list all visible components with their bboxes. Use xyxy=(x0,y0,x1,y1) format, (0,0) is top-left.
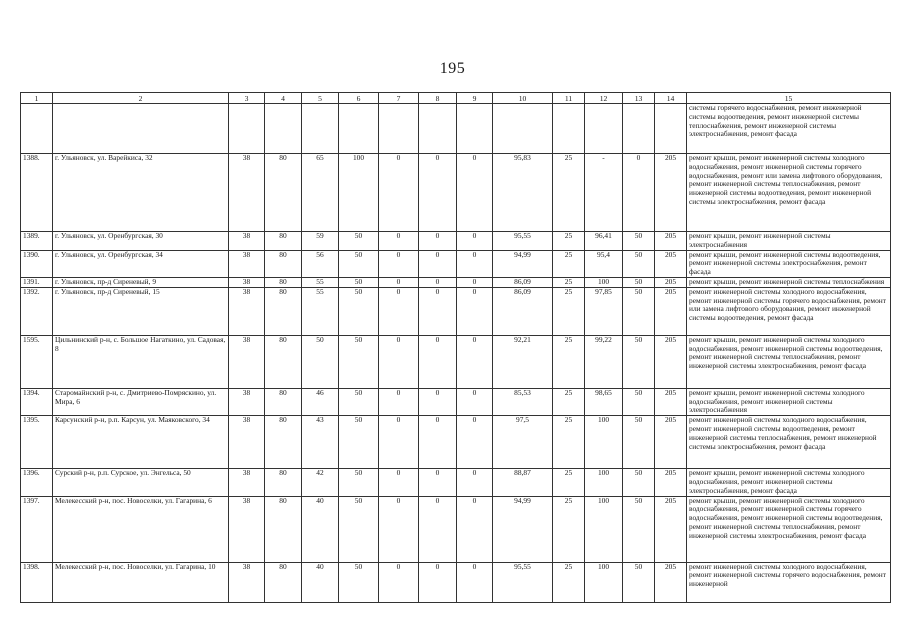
value-cell: 50 xyxy=(339,232,379,251)
value-cell: 40 xyxy=(302,562,339,602)
column-header: 9 xyxy=(457,93,493,104)
value-cell: 94,99 xyxy=(493,250,553,277)
value-cell: 94,99 xyxy=(493,496,553,562)
works-list-cell: системы горячего водоснабжения, ремонт инженерной системы водоотведения, ремонт инженерной системы теплоснабжения, ремонт инженерной системы электроснабжения, ремонт фасада xyxy=(687,104,891,154)
value-cell: 100 xyxy=(585,562,623,602)
value-cell: 92,21 xyxy=(493,335,553,388)
column-header: 12 xyxy=(585,93,623,104)
works-list-cell: ремонт крыши, ремонт инженерной системы холодного водоснабжения, ремонт инженерной системы горячего водоснабжения, ремонт или замена лифтового оборудования, ремонт инженерной системы теплоснабжения, ремонт инженерной системы водоотведения, ремонт инженерной системы электроснабжения, ремонт фасада xyxy=(687,154,891,232)
row-number: 1392. xyxy=(21,287,53,335)
column-header: 5 xyxy=(302,93,339,104)
value-cell: 0 xyxy=(379,250,419,277)
value-cell: 0 xyxy=(379,496,419,562)
table-row xyxy=(21,104,891,154)
value-cell: 100 xyxy=(585,469,623,496)
value-cell: 205 xyxy=(655,416,687,469)
value-cell: 25 xyxy=(553,496,585,562)
column-header: 15 xyxy=(687,93,891,104)
column-header: 4 xyxy=(265,93,302,104)
value-cell: 50 xyxy=(623,335,655,388)
value-cell: 38 xyxy=(229,388,265,415)
repair-registry-table xyxy=(20,92,891,603)
value-cell: 80 xyxy=(265,388,302,415)
value-cell: 0 xyxy=(379,287,419,335)
value-cell xyxy=(493,104,553,154)
value-cell xyxy=(379,104,419,154)
value-cell: 50 xyxy=(623,496,655,562)
value-cell: 38 xyxy=(229,287,265,335)
row-number: 1391. xyxy=(21,277,53,287)
value-cell: 0 xyxy=(623,154,655,232)
value-cell: 25 xyxy=(553,287,585,335)
value-cell: 38 xyxy=(229,277,265,287)
table-row xyxy=(21,232,891,251)
value-cell: 0 xyxy=(419,277,457,287)
value-cell: 50 xyxy=(339,277,379,287)
value-cell: 85,53 xyxy=(493,388,553,415)
address-cell: Мелекесский р-н, пос. Новоселки, ул. Гагарина, 10 xyxy=(53,562,229,602)
value-cell: 55 xyxy=(302,287,339,335)
value-cell: 205 xyxy=(655,154,687,232)
value-cell: 50 xyxy=(339,469,379,496)
value-cell: 40 xyxy=(302,496,339,562)
works-list-cell: ремонт крыши, ремонт инженерной системы холодного водоснабжения, ремонт инженерной системы электроснабжения xyxy=(687,388,891,415)
table-row xyxy=(21,250,891,277)
value-cell: 0 xyxy=(419,562,457,602)
value-cell: 205 xyxy=(655,277,687,287)
value-cell: 205 xyxy=(655,335,687,388)
value-cell: 0 xyxy=(419,335,457,388)
value-cell: 80 xyxy=(265,335,302,388)
value-cell: 25 xyxy=(553,469,585,496)
value-cell: 80 xyxy=(265,250,302,277)
value-cell: 80 xyxy=(265,232,302,251)
value-cell: 50 xyxy=(339,388,379,415)
address-cell: Мелекесский р-н, пос. Новоселки, ул. Гагарина, 6 xyxy=(53,496,229,562)
value-cell: 80 xyxy=(265,154,302,232)
value-cell: 205 xyxy=(655,232,687,251)
value-cell xyxy=(585,104,623,154)
value-cell: 100 xyxy=(585,496,623,562)
works-list-cell: ремонт инженерной системы холодного водоснабжения, ремонт инженерной системы водоотведения, ремонт инженерной системы теплоснабжения, ремонт инженерной системы электроснабжения, ремонт фасада xyxy=(687,416,891,469)
value-cell: 0 xyxy=(457,154,493,232)
value-cell xyxy=(339,104,379,154)
value-cell: 0 xyxy=(379,154,419,232)
value-cell: 50 xyxy=(623,416,655,469)
value-cell xyxy=(265,104,302,154)
table-row xyxy=(21,277,891,287)
value-cell: 50 xyxy=(339,496,379,562)
value-cell: 25 xyxy=(553,250,585,277)
works-list-cell: ремонт крыши, ремонт инженерной системы холодного водоснабжения, ремонт инженерной системы горячего водоснабжения, ремонт инженерной системы водоотведения, ремонт инженерной системы теплоснабжения, ремонт инженерной системы электроснабжения, ремонт фасада xyxy=(687,496,891,562)
value-cell: 0 xyxy=(457,232,493,251)
value-cell xyxy=(553,104,585,154)
value-cell: 50 xyxy=(623,232,655,251)
row-number: 1394. xyxy=(21,388,53,415)
header-row xyxy=(21,93,891,104)
value-cell xyxy=(623,104,655,154)
works-list-cell: ремонт инженерной системы холодного водоснабжения, ремонт инженерной системы горячего водоснабжения, ремонт инженерной xyxy=(687,562,891,602)
address-cell: г. Ульяновск, ул. Оренбургская, 34 xyxy=(53,250,229,277)
row-number xyxy=(21,104,53,154)
value-cell: - xyxy=(585,154,623,232)
address-cell: Цильнинский р-н, с. Большое Нагаткино, ул. Садовая, 8 xyxy=(53,335,229,388)
column-header: 2 xyxy=(53,93,229,104)
value-cell: 50 xyxy=(339,250,379,277)
value-cell: 0 xyxy=(419,232,457,251)
row-number: 1398. xyxy=(21,562,53,602)
value-cell: 97,85 xyxy=(585,287,623,335)
table-row xyxy=(21,154,891,232)
address-cell: Сурский р-н, р.п. Сурское, ул. Энгельса, 50 xyxy=(53,469,229,496)
value-cell: 0 xyxy=(379,416,419,469)
table-row xyxy=(21,388,891,415)
value-cell xyxy=(457,104,493,154)
value-cell: 0 xyxy=(457,416,493,469)
value-cell: 25 xyxy=(553,335,585,388)
value-cell: 100 xyxy=(585,416,623,469)
address-cell: г. Ульяновск, пр-д Сиреневый, 9 xyxy=(53,277,229,287)
table-row xyxy=(21,287,891,335)
value-cell: 0 xyxy=(419,154,457,232)
value-cell: 80 xyxy=(265,277,302,287)
value-cell: 25 xyxy=(553,388,585,415)
value-cell: 50 xyxy=(623,388,655,415)
value-cell: 0 xyxy=(419,250,457,277)
value-cell: 25 xyxy=(553,154,585,232)
value-cell: 50 xyxy=(339,416,379,469)
value-cell: 205 xyxy=(655,469,687,496)
value-cell: 50 xyxy=(339,562,379,602)
value-cell: 95,4 xyxy=(585,250,623,277)
row-number: 1389. xyxy=(21,232,53,251)
column-header: 1 xyxy=(21,93,53,104)
column-header: 11 xyxy=(553,93,585,104)
works-list-cell: ремонт крыши, ремонт инженерной системы холодного водоснабжения, ремонт инженерной системы водоотведения, ремонт инженерной системы теплоснабжения, ремонт инженерной системы электроснабжения, ремонт фасада xyxy=(687,335,891,388)
value-cell: 42 xyxy=(302,469,339,496)
table-row xyxy=(21,469,891,496)
value-cell: 50 xyxy=(623,287,655,335)
value-cell: 0 xyxy=(457,496,493,562)
value-cell: 50 xyxy=(339,287,379,335)
value-cell: 86,09 xyxy=(493,277,553,287)
table-row xyxy=(21,562,891,602)
row-number: 1388. xyxy=(21,154,53,232)
works-list-cell: ремонт крыши, ремонт инженерной системы водоотведения, ремонт инженерной системы электроснабжения, ремонт фасада xyxy=(687,250,891,277)
value-cell: 80 xyxy=(265,469,302,496)
value-cell: 0 xyxy=(419,388,457,415)
row-number: 1396. xyxy=(21,469,53,496)
value-cell: 0 xyxy=(379,469,419,496)
column-header: 13 xyxy=(623,93,655,104)
column-header: 10 xyxy=(493,93,553,104)
value-cell: 38 xyxy=(229,469,265,496)
value-cell: 25 xyxy=(553,562,585,602)
address-cell: Карсунский р-н, р.п. Карсун, ул. Маяковского, 34 xyxy=(53,416,229,469)
value-cell: 205 xyxy=(655,562,687,602)
value-cell: 50 xyxy=(302,335,339,388)
address-cell: г. Ульяновск, пр-д Сиреневый, 15 xyxy=(53,287,229,335)
value-cell: 38 xyxy=(229,154,265,232)
value-cell: 100 xyxy=(585,277,623,287)
value-cell xyxy=(229,104,265,154)
row-number: 1397. xyxy=(21,496,53,562)
value-cell: 0 xyxy=(419,496,457,562)
value-cell: 25 xyxy=(553,232,585,251)
table-row xyxy=(21,335,891,388)
value-cell: 0 xyxy=(457,335,493,388)
works-list-cell: ремонт крыши, ремонт инженерной системы теплоснабжения xyxy=(687,277,891,287)
column-header: 3 xyxy=(229,93,265,104)
value-cell: 50 xyxy=(623,469,655,496)
value-cell: 55 xyxy=(302,277,339,287)
value-cell: 0 xyxy=(419,469,457,496)
works-list-cell: ремонт крыши, ремонт инженерной системы холодного водоснабжения, ремонт инженерной системы электроснабжения, ремонт фасада xyxy=(687,469,891,496)
works-list-cell: ремонт крыши, ремонт инженерной системы электроснабжения xyxy=(687,232,891,251)
value-cell: 205 xyxy=(655,250,687,277)
value-cell: 0 xyxy=(457,388,493,415)
value-cell: 86,09 xyxy=(493,287,553,335)
value-cell: 50 xyxy=(623,562,655,602)
value-cell: 25 xyxy=(553,416,585,469)
value-cell: 0 xyxy=(379,562,419,602)
value-cell: 95,55 xyxy=(493,232,553,251)
value-cell: 50 xyxy=(623,277,655,287)
column-header: 7 xyxy=(379,93,419,104)
value-cell: 38 xyxy=(229,562,265,602)
column-header: 8 xyxy=(419,93,457,104)
value-cell: 80 xyxy=(265,562,302,602)
address-cell: г. Ульяновск, ул. Оренбургская, 30 xyxy=(53,232,229,251)
value-cell: 0 xyxy=(379,232,419,251)
address-cell: г. Ульяновск, ул. Варейкиса, 32 xyxy=(53,154,229,232)
value-cell xyxy=(655,104,687,154)
value-cell: 205 xyxy=(655,287,687,335)
value-cell: 0 xyxy=(457,562,493,602)
value-cell: 38 xyxy=(229,232,265,251)
value-cell: 0 xyxy=(457,277,493,287)
value-cell: 80 xyxy=(265,287,302,335)
value-cell: 38 xyxy=(229,335,265,388)
row-number: 1595. xyxy=(21,335,53,388)
value-cell: 43 xyxy=(302,416,339,469)
value-cell: 0 xyxy=(419,287,457,335)
value-cell: 0 xyxy=(379,335,419,388)
value-cell: 0 xyxy=(457,287,493,335)
value-cell: 56 xyxy=(302,250,339,277)
value-cell: 38 xyxy=(229,416,265,469)
value-cell: 0 xyxy=(379,388,419,415)
row-number: 1395. xyxy=(21,416,53,469)
value-cell: 46 xyxy=(302,388,339,415)
value-cell: 80 xyxy=(265,416,302,469)
value-cell: 25 xyxy=(553,277,585,287)
value-cell: 95,83 xyxy=(493,154,553,232)
value-cell: 0 xyxy=(457,250,493,277)
works-list-cell: ремонт инженерной системы холодного водоснабжения, ремонт инженерной системы горячего водоснабжения, ремонт или замена лифтового оборудования, ремонт инженерной системы водоотведения, ремонт фасада xyxy=(687,287,891,335)
value-cell: 38 xyxy=(229,496,265,562)
column-header: 14 xyxy=(655,93,687,104)
value-cell: 50 xyxy=(623,250,655,277)
value-cell: 0 xyxy=(457,469,493,496)
value-cell: 96,41 xyxy=(585,232,623,251)
value-cell: 205 xyxy=(655,388,687,415)
value-cell: 205 xyxy=(655,496,687,562)
value-cell: 0 xyxy=(419,416,457,469)
value-cell: 38 xyxy=(229,250,265,277)
address-cell: Старомайнский р-н, с. Дмитриево-Помряскино, ул. Мира, 6 xyxy=(53,388,229,415)
value-cell xyxy=(419,104,457,154)
value-cell: 99,22 xyxy=(585,335,623,388)
row-number: 1390. xyxy=(21,250,53,277)
value-cell: 50 xyxy=(339,335,379,388)
column-header: 6 xyxy=(339,93,379,104)
value-cell xyxy=(302,104,339,154)
value-cell: 0 xyxy=(379,277,419,287)
table-row xyxy=(21,416,891,469)
value-cell: 80 xyxy=(265,496,302,562)
value-cell: 98,65 xyxy=(585,388,623,415)
value-cell: 95,55 xyxy=(493,562,553,602)
value-cell: 88,87 xyxy=(493,469,553,496)
address-cell xyxy=(53,104,229,154)
table-row xyxy=(21,496,891,562)
value-cell: 59 xyxy=(302,232,339,251)
page-number: 195 xyxy=(439,60,466,77)
value-cell: 100 xyxy=(339,154,379,232)
value-cell: 65 xyxy=(302,154,339,232)
value-cell: 97,5 xyxy=(493,416,553,469)
